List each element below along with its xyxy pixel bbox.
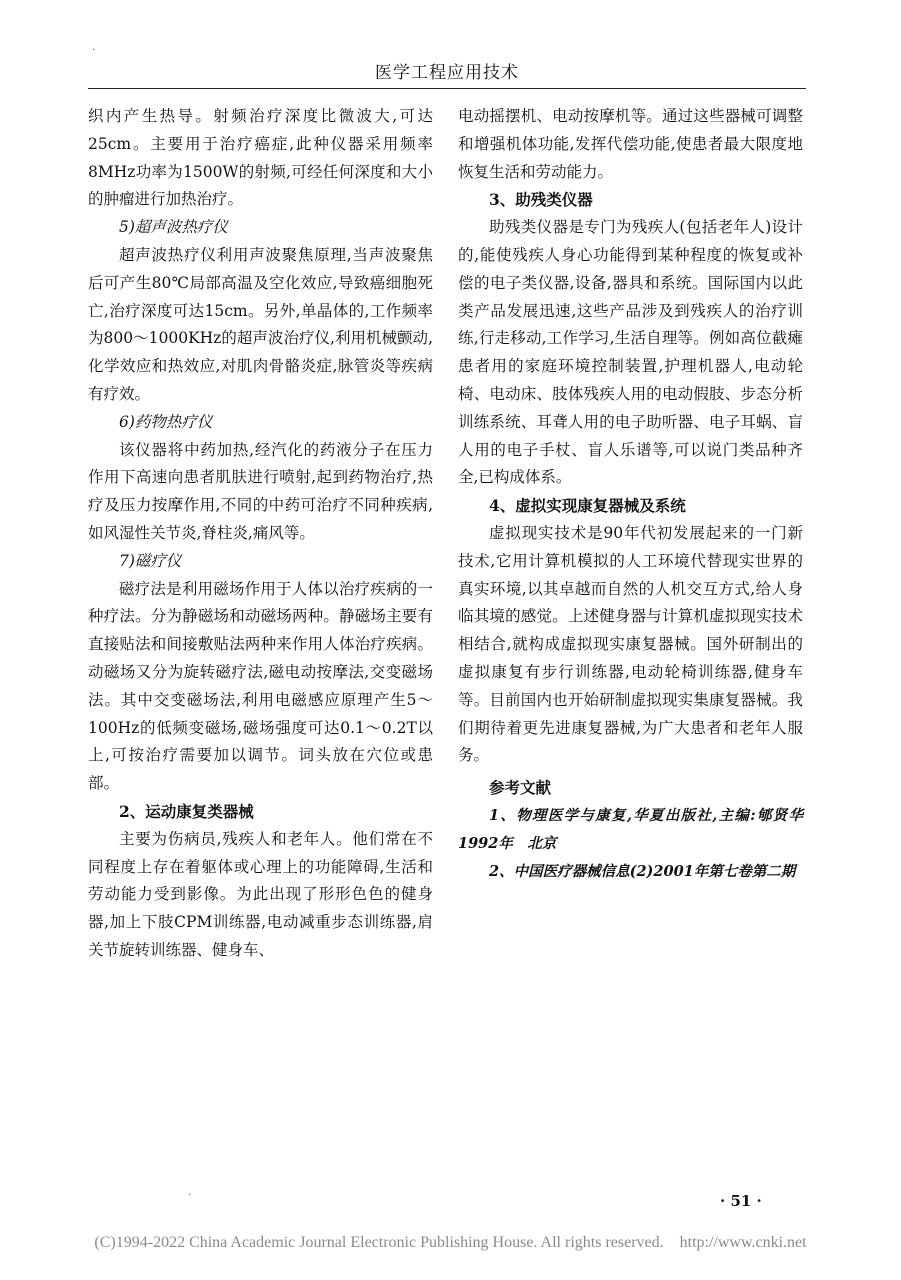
paragraph: 织内产生热导。射频治疗深度比微波大,可达25cm。主要用于治疗癌症,此种仪器采用频率8MHz功率为1500W的射频,可经任何深度和大小的肿瘤进行加热治疗。 bbox=[88, 107, 433, 209]
section-heading: 3、助残类仪器 bbox=[489, 190, 593, 210]
header-rule bbox=[88, 88, 806, 89]
scan-speck: · bbox=[92, 45, 96, 56]
section-heading: 5)超声波热疗仪 bbox=[119, 218, 228, 237]
section-heading: 4、虚拟实现康复器械及系统 bbox=[489, 496, 686, 516]
copyright-footer: (C)1994-2022 China Academic Journal Electronic Publishing House. All rights reserved. http://www.cnki.net bbox=[94, 1234, 807, 1251]
section-heading: 2、运动康复类器械 bbox=[119, 801, 254, 821]
paragraph: 超声波热疗仪利用声波聚焦原理,当声波聚焦后可产生80℃局部高温及空化效应,导致癌细胞死亡,治疗深度可达15cm。另外,单晶体的,工作频率为800～1000KHz的超声波治疗仪,利用机械颤动,化学效应和热效应,对肌肉骨骼炎症,脉管炎等疾病有疗效。 bbox=[88, 245, 433, 403]
references-heading: 参考文献 bbox=[489, 778, 552, 798]
section-heading: 6)药物热疗仪 bbox=[119, 412, 213, 431]
paragraph: 主要为伤病员,残疾人和老年人。他们常在不同程度上存在着躯体或心理上的功能障碍,生活和劳动能力受到影像。为此出现了形形色色的健身器,加上下肢CPM训练器,电动减重步态训练器,肩关节旋转训练器、健身车、 bbox=[88, 829, 433, 959]
reference-item: 2、中国医疗器械信息(2)2001年第七卷第二期 bbox=[489, 862, 796, 880]
journal-header: 医学工程应用技术 bbox=[375, 63, 519, 83]
right-column bbox=[458, 103, 818, 885]
paragraph: 该仪器将中药加热,经汽化的药液分子在压力作用下高速向患者肌肤进行喷射,起到药物治疗,热疗及压力按摩作用,不同的中药可治疗不同种疾病,如风湿性关节炎,脊柱炎,痛风等。 bbox=[88, 440, 433, 542]
paragraph: 虚拟现实技术是90年代初发展起来的一门新技术,它用计算机模拟的人工环境代替现实世界的真实环境,以其卓越而自然的人机交互方式,给人身临其境的感觉。上述健身器与计算机虚拟现实技术相结合,就构成虚拟现实康复器械。国外研制出的虚拟康复有步行训练器,电动轮椅训练器,健身车等。目前国内也开始研制虚拟现实集康复器械。我们期待着更先进康复器械,为广大患者和老年人服务。 bbox=[458, 523, 803, 765]
left-column bbox=[88, 103, 433, 965]
paragraph: 助残类仪器是专门为残疾人(包括老年人)设计的,能使残疾人身心功能得到某种程度的恢复或补偿的电子类仪器,设备,器具和系统。国际国内以此类产品发展迅速,这些产品涉及到残疾人的治疗训练,行走移动,工作学习,生活自理等。例如高位截瘫患者用的家庭环境控制装置,护理机器人,电动轮椅、电动床、肢体残疾人用的电动假肢、步态分析训练系统、耳聋人用的电子助听器、电子耳蜗、盲人用的电子手杖、盲人乐谱等,可以说门类品种齐全,已构成体系。 bbox=[458, 218, 803, 487]
paragraph: 电动摇摆机、电动按摩机等。通过这些器械可调整和增强机体功能,发挥代偿功能,使患者最大限度地恢复生活和劳动能力。 bbox=[458, 107, 803, 181]
scan-speck: · bbox=[188, 1190, 192, 1201]
reference-item: 1、物理医学与康复,华夏出版社,主编:郇贤华 1992年 北京 bbox=[458, 806, 818, 852]
section-heading: 7)磁疗仪 bbox=[119, 551, 182, 570]
paragraph: 磁疗法是利用磁场作用于人体以治疗疾病的一种疗法。分为静磁场和动磁场两种。静磁场主要有直接贴法和间接敷贴法两种来作用人体治疗疾病。动磁场又分为旋转磁疗法,磁电动按摩法,交变磁场法。其中交变磁场法,利用电磁感应原理产生5～100Hz的低频变磁场,磁场强度可达0.1～0.2T以上,可按治疗需要加以调节。词头放在穴位或患部。 bbox=[88, 579, 433, 793]
page-number: · 51 · bbox=[720, 1192, 762, 1210]
